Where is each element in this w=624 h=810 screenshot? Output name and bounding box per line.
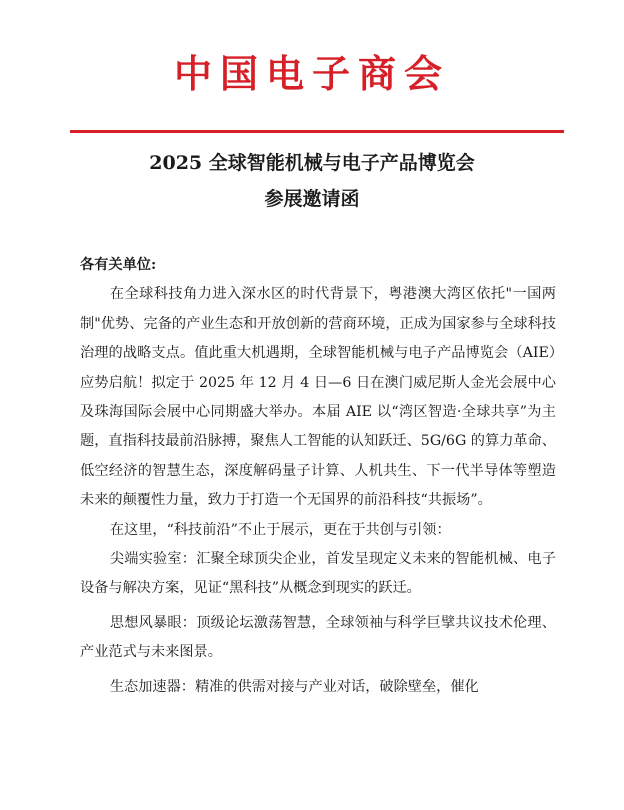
paragraph-intro: 在全球科技角力进入深水区的时代背景下，粤港澳大湾区依托"一国两制"优势、完备的产业生态和开放创新的营商环境，正成为国家参与全球科技治理的战略支点。值此重大机遇期，全球智能机械与电子产品博览会（AIE）应势启航！拟定于 2025 年 12 月 4 日—6 日在澳门威尼斯人金光会展中心及珠海国际会展中心同期盛大举办。本届 AIE 以“湾区智造·全球共享”为主题，直指科技最前沿脉搏，聚焦人工智能的认知跃迁、5G/6G 的算力革命、低空经济的智慧生态，深度解码量子计算、人机共生、下一代半导体等塑造未来的颠覆性力量，致力于打造一个无国界的前沿科技“共振场”。 — [80, 286, 556, 509]
document-subtitle: 参展邀请函 — [264, 188, 360, 210]
document-title: 2025 全球智能机械与电子产品博览会 — [149, 152, 475, 174]
organization-name: 中国电子商会 — [173, 51, 450, 96]
salutation: 各有关单位: — [80, 257, 157, 273]
paragraph-ecosystem: 生态加速器：精准的供需对接与产业对话，破除壁垒，催化 — [109, 678, 479, 695]
letterhead-divider — [70, 130, 564, 133]
letter-body — [80, 251, 556, 702]
paragraph-lab: 尖端实验室：汇聚全球顶尖企业，首发呈现定义未来的智能机械、电子设备与解决方案，见证“黑科技”从概念到现实的跃迁。 — [80, 551, 556, 597]
paragraph-forum: 思想风暴眼：顶级论坛激荡智慧，全球领袖与科学巨擘共议技术伦理、产业范式与未来图景。 — [80, 614, 556, 661]
paragraph-lead: 在这里，“科技前沿”不止于展示，更在于共创与引领： — [109, 521, 451, 538]
